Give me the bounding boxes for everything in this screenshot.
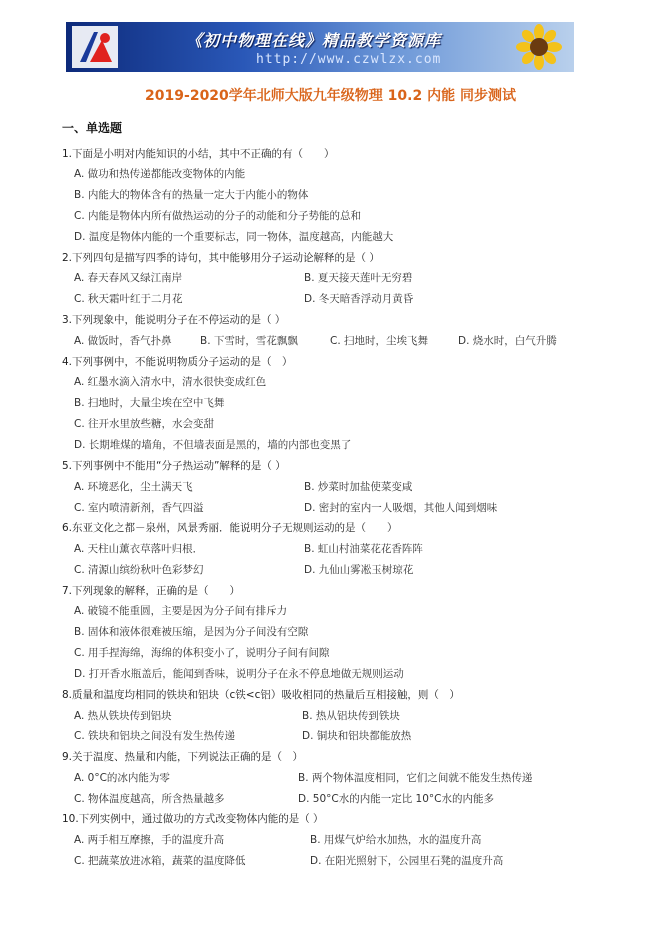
question-9: 9.关于温度、热量和内能，下列说法正确的是（ ） — [62, 751, 304, 763]
q9-option-b: B. 两个物体温度相同，它们之间就不能发生热传递 — [298, 772, 533, 784]
q7-option-a: A. 破镜不能重圆，主要是因为分子间有排斥力 — [74, 605, 288, 617]
q4-option-a: A. 红墨水滴入清水中，清水很快变成红色 — [74, 376, 267, 388]
banner-url: http://www.czwlzx.com — [256, 52, 442, 67]
q1-option-c: C. 内能是物体内所有做热运动的分子的动能和分子势能的总和 — [74, 210, 362, 222]
q3-option-d: D. 烧水时，白气升腾 — [458, 335, 557, 347]
q1-option-a: A. 做功和热传递都能改变物体的内能 — [74, 168, 246, 180]
q2-option-a: A. 春天春风又绿江南岸 — [74, 272, 183, 284]
question-7: 7.下列现象的解释，正确的是（ ） — [62, 585, 241, 597]
q7-option-d: D. 打开香水瓶盖后，能闻到香味，说明分子在永不停息地做无规则运动 — [74, 668, 404, 680]
q5-option-b: B. 炒菜时加盐使菜变咸 — [304, 481, 413, 493]
header-banner — [66, 22, 574, 72]
sunflower-icon — [516, 24, 562, 70]
q5-option-d: D. 密封的室内一人吸烟，其他人闻到烟味 — [304, 502, 498, 514]
q1-option-b: B. 内能大的物体含有的热量一定大于内能小的物体 — [74, 189, 309, 201]
q10-option-b: B. 用煤气炉给水加热，水的温度升高 — [310, 834, 482, 846]
q7-option-c: C. 用手捏海绵，海绵的体积变小了，说明分子间有间隙 — [74, 647, 330, 659]
q8-option-b: B. 热从铝块传到铁块 — [302, 710, 400, 722]
q9-option-c: C. 物体温度越高，所含热量越多 — [74, 793, 225, 805]
q5-option-c: C. 室内喷清新剂，香气四溢 — [74, 502, 204, 514]
question-4: 4.下列事例中，不能说明物质分子运动的是（ ） — [62, 356, 293, 368]
q2-option-d: D. 冬天暗香浮动月黄昏 — [304, 293, 414, 305]
q9-option-d: D. 50°C水的内能一定比 10°C水的内能多 — [298, 793, 494, 805]
site-logo-icon — [72, 26, 118, 68]
q8-option-c: C. 铁块和铝块之间没有发生热传递 — [74, 730, 236, 742]
q5-option-a: A. 环境恶化，尘土满天飞 — [74, 481, 193, 493]
q9-option-a: A. 0°C的冰内能为零 — [74, 772, 170, 784]
question-2: 2.下列四句是描写四季的诗句，其中能够用分子运动论解释的是（ ） — [62, 252, 380, 264]
q6-option-c: C. 清源山缤纷秋叶色彩梦幻 — [74, 564, 204, 576]
question-1: 1.下面是小明对内能知识的小结，其中不正确的有（ ） — [62, 148, 335, 160]
q10-option-a: A. 两手相互摩擦，手的温度升高 — [74, 834, 225, 846]
question-8: 8.质量和温度均相同的铁块和铝块（c铁<c铝）吸收相同的热量后互相接触，则（ ） — [62, 689, 460, 701]
q6-option-a: A. 天柱山薰衣草落叶归根． — [74, 543, 204, 555]
q2-option-b: B. 夏天接天莲叶无穷碧 — [304, 272, 413, 284]
q6-option-b: B. 虹山村油菜花花香阵阵 — [304, 543, 423, 555]
q10-option-d: D. 在阳光照射下，公园里石凳的温度升高 — [310, 855, 504, 867]
question-10: 10.下列实例中，通过做功的方式改变物体内能的是（ ） — [62, 813, 324, 825]
q3-option-c: C. 扫地时，尘埃飞舞 — [330, 335, 429, 347]
section-title: 一、单选题 — [62, 121, 123, 135]
q10-option-c: C. 把蔬菜放进冰箱，蔬菜的温度降低 — [74, 855, 246, 867]
banner-title: 《初中物理在线》精品教学资源库 — [186, 31, 442, 50]
question-6: 6.东亚文化之都－泉州，风景秀丽．能说明分子无规则运动的是（ ） — [62, 522, 398, 534]
question-5: 5.下列事例中不能用“分子热运动”解释的是（ ） — [62, 460, 286, 472]
q8-option-d: D. 铜块和铝块都能放热 — [302, 730, 412, 742]
question-3: 3.下列现象中，能说明分子在不停运动的是（ ） — [62, 314, 286, 326]
q1-option-d: D. 温度是物体内能的一个重要标志，同一物体，温度越高，内能越大 — [74, 231, 394, 243]
q4-option-b: B. 扫地时，大量尘埃在空中飞舞 — [74, 397, 225, 409]
q8-option-a: A. 热从铁块传到铝块 — [74, 710, 172, 722]
q4-option-c: C. 往开水里放些糖，水会变甜 — [74, 418, 215, 430]
q3-option-b: B. 下雪时，雪花飘飘 — [200, 335, 298, 347]
q6-option-d: D. 九仙山雾凇玉树琼花 — [304, 564, 414, 576]
q2-option-c: C. 秋天霜叶红于二月花 — [74, 293, 183, 305]
document-title: 2019-2020学年北师大版九年级物理 10.2 内能 同步测试 — [145, 88, 516, 104]
q3-option-a: A. 做饭时，香气扑鼻 — [74, 335, 172, 347]
q7-option-b: B. 固体和液体很难被压缩，是因为分子间没有空隙 — [74, 626, 309, 638]
q4-option-d: D. 长期堆煤的墙角，不但墙表面是黑的，墙的内部也变黑了 — [74, 439, 352, 451]
